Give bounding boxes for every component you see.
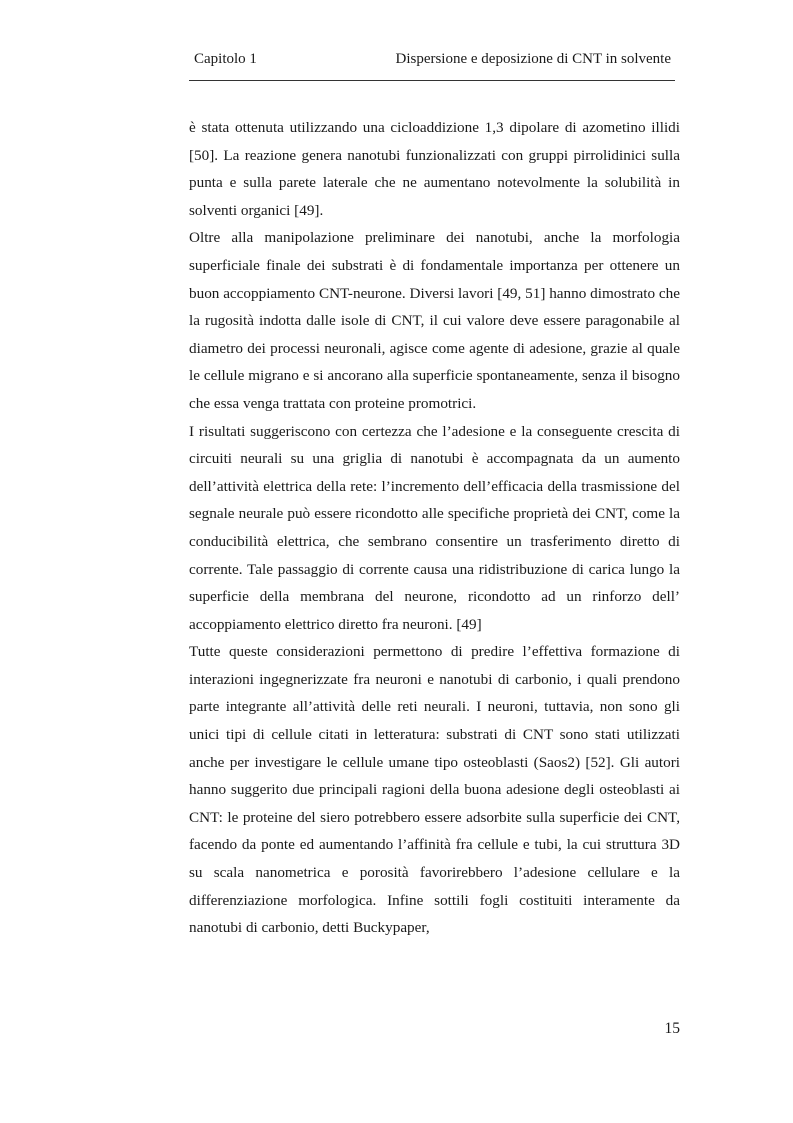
paragraph: è stata ottenuta utilizzando una cicloaddizione 1,3 dipolare di azometino illidi [50]. La reazione genera nanotubi funzionalizzati con gruppi pirrolidinici sulla punta e sulla parete laterale che ne aumentano notevolmente la solubilità in solventi organici [49]. — [189, 119, 680, 219]
body-text — [189, 114, 680, 942]
paragraph: Tutte queste considerazioni permettono di predire l’effettiva formazione di interazioni ingegnerizzate fra neuroni e nanotubi di carbonio, i quali prendono parte integrante all’attività delle reti neurali. I neuroni, tuttavia, non sono gli unici tipi di cellule citati in letteratura: substrati di CNT sono stati utilizzati anche per investigare le cellule umane tipo osteoblasti (Saos2) [52]. Gli autori hanno suggerito due principali ragioni della buona adesione degli osteoblasti ai CNT: le proteine del siero potrebbero essere adsorbite sulla superficie dei CNT, facendo da ponte ed aumentando l’affinità fra cellule e tubi, la cui struttura 3D su scala nanometrica e porosità favorirebbero l’adesione cellulare e la differenziazione morfologica. Infine sottili fogli costituiti interamente da nanotubi di carbonio, detti Buckypaper, — [189, 643, 680, 937]
paragraph: Oltre alla manipolazione preliminare dei nanotubi, anche la morfologia superficiale finale dei substrati è di fondamentale importanza per ottenere un buon accoppiamento CNT-neurone. Diversi lavori [49, 51] hanno dimostrato che la rugosità indotta dalle isole di CNT, il cui valore deve essere paragonabile al diametro dei processi neuronali, agisce come agente di adesione, grazie al quale le cellule migrano e si ancorano alla superficie spontaneamente, senza il bisogno che essa venga trattata con proteine promotrici. — [189, 229, 680, 412]
chapter-label: Capitolo 1 — [194, 51, 257, 67]
page-number: 15 — [664, 1020, 680, 1037]
section-title: Dispersione e deposizione di CNT in solvente — [395, 51, 671, 67]
header-divider — [189, 80, 675, 81]
running-header — [191, 49, 675, 71]
paragraph: I risultati suggeriscono con certezza che l’adesione e la conseguente crescita di circuiti neurali su una griglia di nanotubi è accompagnata da un aumento dell’attività elettrica della rete: l’incremento dell’efficacia della trasmissione del segnale neurale può essere ricondotto alle specifiche proprietà dei CNT, come la conducibilità elettrica, che sembrano consentire un trasferimento diretto di corrente. Tale passaggio di corrente causa una ridistribuzione di carica lungo la superficie della membrana del neurone, ricondotto ad un rinforzo dell’ accoppiamento elettrico diretto fra neuroni. [49] — [189, 422, 680, 633]
